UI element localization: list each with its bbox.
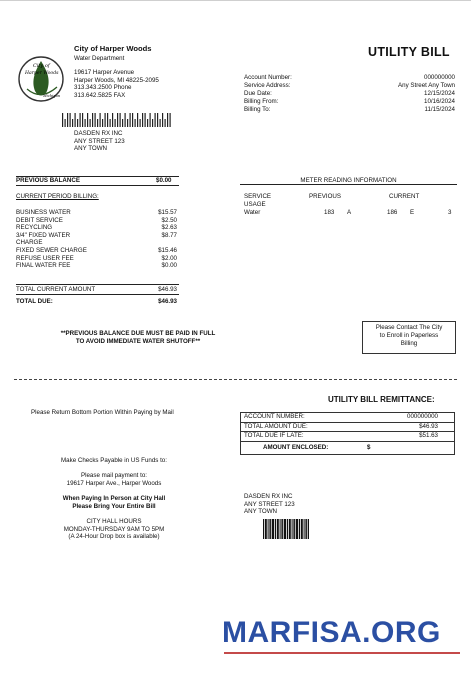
amount-enclosed-row[interactable] <box>241 442 454 454</box>
customer-name: DASDEN RX INC <box>74 130 123 137</box>
current-billing-label: CURRENT PERIOD BILLING: <box>16 193 99 200</box>
table-row <box>241 432 454 442</box>
divider <box>16 185 179 186</box>
charge-label: DEBIT SERVICE <box>16 216 63 224</box>
remit-label: TOTAL AMOUNT DUE: <box>244 422 308 430</box>
notice-line: Please Contact The City <box>375 324 443 331</box>
logo-text-2: Harper Woods <box>25 71 59 76</box>
in-person-line1: When Paying In Person at City Hall <box>62 495 166 502</box>
mail-address: 19617 Harper Ave., Harper Woods <box>66 479 162 487</box>
total-due-value: $46.93 <box>158 298 177 305</box>
remit-barcode <box>263 519 309 539</box>
paperless-notice-box <box>362 321 456 354</box>
total-current-value: $46.93 <box>158 286 177 293</box>
remit-label: ACCOUNT NUMBER: <box>244 413 305 420</box>
billing-to-value: 11/15/2024 <box>424 106 455 113</box>
meter-col-current: CURRENT <box>389 193 420 200</box>
meter-prev-code: A <box>347 209 352 216</box>
bill-title: UTILITY BILL <box>368 45 450 59</box>
charge-value: $2.63 <box>161 224 177 231</box>
postal-barcode <box>62 113 174 127</box>
table-row <box>241 423 454 433</box>
remit-value: 000000000 <box>407 413 438 420</box>
checks-payable: Make Checks Payable in US Funds to: <box>61 457 167 464</box>
meter-col-previous: PREVIOUS <box>309 193 341 200</box>
charge-value: $2.50 <box>161 216 177 224</box>
meter-col-usage: USAGE <box>244 200 266 208</box>
org-phone: 313.343.2500 Phone <box>74 84 132 91</box>
notice-line: Billing <box>400 340 418 347</box>
remittance-table <box>240 412 455 455</box>
charge-value: $0.00 <box>161 262 177 269</box>
charge-value: $2.00 <box>161 254 177 262</box>
meter-usage: 3 <box>448 209 452 216</box>
customer-town: ANY TOWN <box>74 145 108 152</box>
org-name: City of Harper Woods <box>74 44 152 53</box>
notice-line: to Enroll in Paperless <box>379 332 439 339</box>
divider <box>16 294 179 295</box>
billing-from-value: 10/16/2024 <box>424 98 455 105</box>
mail-instruction: Please mail payment to: <box>80 472 148 479</box>
remit-customer-name: DASDEN RX INC <box>244 493 293 500</box>
dropbox-note: (A 24-Hour Drop box is available) <box>68 533 160 540</box>
account-number-label: Account Number: <box>244 74 292 81</box>
logo-text-1: City of <box>33 63 50 69</box>
meter-current: 186 <box>387 209 398 216</box>
charge-label: 3/4" FIXED WATER <box>16 231 71 239</box>
billing-from-label: Billing From: <box>244 98 279 105</box>
account-number-value: 000000000 <box>424 74 455 81</box>
service-address-label: Service Address: <box>244 82 291 89</box>
charge-label: RECYCLING <box>16 224 53 231</box>
customer-street: ANY STREET 123 <box>74 137 125 145</box>
remit-label: TOTAL DUE IF LATE: <box>244 432 304 439</box>
return-instruction: Please Return Bottom Portion Within Paying by Mail <box>31 409 174 416</box>
org-address1: 19617 Harper Avenue <box>74 69 135 76</box>
previous-balance-label: PREVIOUS BALANCE <box>16 177 80 184</box>
org-fax: 313.642.5825 FAX <box>74 91 126 99</box>
charge-label: FINAL WATER FEE <box>16 262 71 269</box>
charge-value: $15.46 <box>158 247 177 254</box>
top-border <box>0 0 471 1</box>
charge-value: $15.57 <box>158 209 177 216</box>
charge-label: REFUSE USER FEE <box>16 254 74 262</box>
hours-title: CITY HALL HOURS <box>86 518 142 525</box>
remit-customer-street: ANY STREET 123 <box>244 500 295 508</box>
meter-title: METER READING INFORMATION <box>300 177 397 184</box>
org-address2: Harper Woods, MI 48225-2095 <box>74 76 159 84</box>
shutoff-warning-line2: TO AVOID IMMEDIATE WATER SHUTOFF** <box>75 338 201 345</box>
remittance-title: UTILITY BILL REMITTANCE: <box>328 395 435 404</box>
total-current-label: TOTAL CURRENT AMOUNT <box>16 286 96 293</box>
table-row <box>241 413 454 423</box>
amount-enclosed-field[interactable]: $ <box>367 443 371 451</box>
meter-col-service: SERVICE <box>244 193 272 200</box>
hours-days: MONDAY-THURSDAY 9AM TO 5PM <box>63 525 165 533</box>
due-date-value: 12/15/2024 <box>424 90 455 97</box>
remit-customer-town: ANY TOWN <box>244 508 278 515</box>
org-department: Water Department <box>74 55 125 62</box>
charge-label: FIXED SEWER CHARGE <box>16 247 87 254</box>
meter-service: Water <box>244 209 261 216</box>
tear-line <box>14 379 457 380</box>
remit-value: $51.63 <box>419 432 438 439</box>
service-address-value: Any Street Any Town <box>398 82 455 89</box>
in-person-line2: Please Bring Your Entire Bill <box>72 503 156 510</box>
divider <box>16 284 179 285</box>
brand-underline <box>224 652 460 654</box>
brand-watermark: MARFISA.ORG <box>222 616 441 649</box>
billing-to-label: Billing To: <box>244 106 271 113</box>
due-date-label: Due Date: <box>244 90 272 97</box>
logo-text-3: Michigan <box>43 94 61 98</box>
meter-previous: 183 <box>324 209 335 216</box>
charge-label: BUSINESS WATER <box>16 209 71 216</box>
previous-balance-value: $0.00 <box>156 177 172 184</box>
charge-value: $8.77 <box>161 231 177 239</box>
remit-value: $46.93 <box>419 422 438 430</box>
shutoff-warning-line1: **PREVIOUS BALANCE DUE MUST BE PAID IN FULL <box>60 330 216 337</box>
charge-label: CHARGE <box>16 239 43 246</box>
meter-cur-code: E <box>410 209 415 216</box>
city-seal-logo <box>17 53 65 105</box>
total-due-label: TOTAL DUE: <box>16 298 53 305</box>
amount-enclosed-label: AMOUNT ENCLOSED: <box>263 443 329 451</box>
